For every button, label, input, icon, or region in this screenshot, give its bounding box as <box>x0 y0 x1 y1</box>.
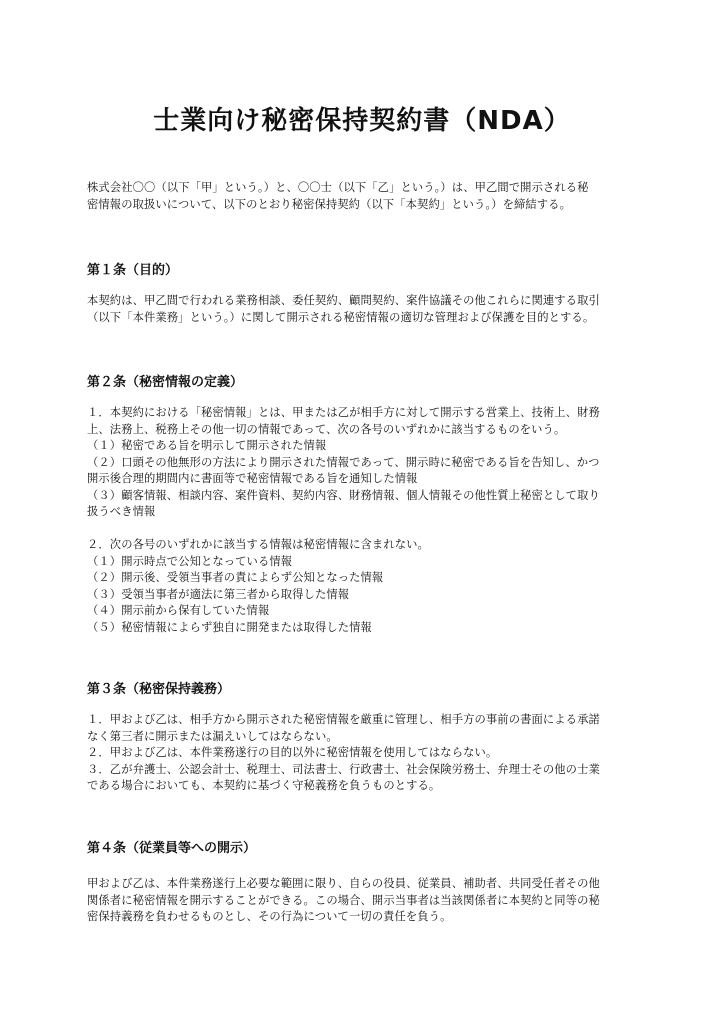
article-2-line: （２）口頭その他無形の方法により開示された情報であって、開示時に秘密である旨を告知し、かつ <box>87 455 600 469</box>
article-3-heading: 第３条（秘密保持義務） <box>87 682 231 697</box>
article-3-line: ２．甲および乙は、本件業務遂行の目的以外に秘密情報を使用してはならない。 <box>87 746 498 759</box>
article-3-line: １．甲および乙は、相手方から開示された秘密情報を厳重に管理し、相手方の事前の書面による承諾 <box>87 713 600 726</box>
article-2-line: 開示後合理的期間内に書面等で秘密情報である旨を通知した情報 <box>87 472 418 485</box>
article-2-line: （４）開示前から保有していた情報 <box>87 604 270 617</box>
intro-paragraph <box>87 180 647 213</box>
article-4-line: 密保持義務を負わせるものとし、その行為について一切の責任を負う。 <box>87 910 452 923</box>
article-1-line: （以下「本件業務」という。）に関して開示される秘密情報の適切な管理および保護を目的とする。 <box>87 310 595 324</box>
article-2-clause-1 <box>87 405 647 521</box>
article-2-heading: 第２条（秘密情報の定義） <box>87 375 244 390</box>
intro-line: 株式会社〇〇（以下「甲」という。）と、〇〇士（以下「乙」という。）は、甲乙間で開示される秘 <box>87 181 589 194</box>
article-2-line: 上、法務上、税務上その他一切の情報であって、次の各号のいずれかに該当するものをいう。 <box>87 422 566 436</box>
article-3-line: である場合においても、本契約に基づく守秘義務を負うものとする。 <box>87 779 441 792</box>
article-2-line: （３）受領当事者が適法に第三者から取得した情報 <box>87 587 350 601</box>
article-4-line: 甲および乙は、本件業務遂行上必要な範囲に限り、自らの役員、従業員、補助者、共同受任者その他 <box>87 877 600 890</box>
article-2-line: ２．次の各号のいずれかに該当する情報は秘密情報に含まれない。 <box>87 538 429 551</box>
article-2-line: （２）開示後、受領当事者の責によらず公知となった情報 <box>87 571 384 584</box>
article-2-line: １．本契約における「秘密情報」とは、甲または乙が相手方に対して開示する営業上、技術上、財務 <box>87 406 600 419</box>
article-1-heading: 第１条（目的） <box>87 263 179 278</box>
article-4-heading: 第４条（従業員等への開示） <box>87 841 257 856</box>
article-3-body <box>87 712 647 795</box>
intro-line: 密情報の取扱いについて、以下のとおり秘密保持契約（以下「本契約」という。）を締結する。 <box>87 197 571 211</box>
article-1-body <box>87 293 647 326</box>
article-2-line: （５）秘密情報によらず独自に開発または取得した情報 <box>87 620 372 634</box>
article-4-body <box>87 876 647 926</box>
document-title: 士業向け秘密保持契約書（NDA） <box>153 106 571 136</box>
article-2-line: （３）顧客情報、相談内容、案件資料、契約内容、財務情報、個人情報その他性質上秘密として取り <box>87 488 600 502</box>
article-2-line: 扱うべき情報 <box>87 505 156 518</box>
article-4-line: 関係者に秘密情報を開示することができる。この場合、開示当事者は当該関係者に本契約と同等の秘 <box>87 893 600 907</box>
article-3-line: ３．乙が弁護士、公認会計士、税理士、司法書士、行政書士、社会保険労務士、弁理士その他の士業 <box>87 762 600 776</box>
article-2-line: （１）開示時点で公知となっている情報 <box>87 554 293 568</box>
article-3-line: なく第三者に開示または漏えいしてはならない。 <box>87 729 338 743</box>
article-1-line: 本契約は、甲乙間で行われる業務相談、委任契約、顧問契約、案件協議その他これらに関連する取引 <box>87 294 600 307</box>
article-2-clause-2 <box>87 537 647 636</box>
article-2-line: （１）秘密である旨を明示して開示された情報 <box>87 439 327 452</box>
